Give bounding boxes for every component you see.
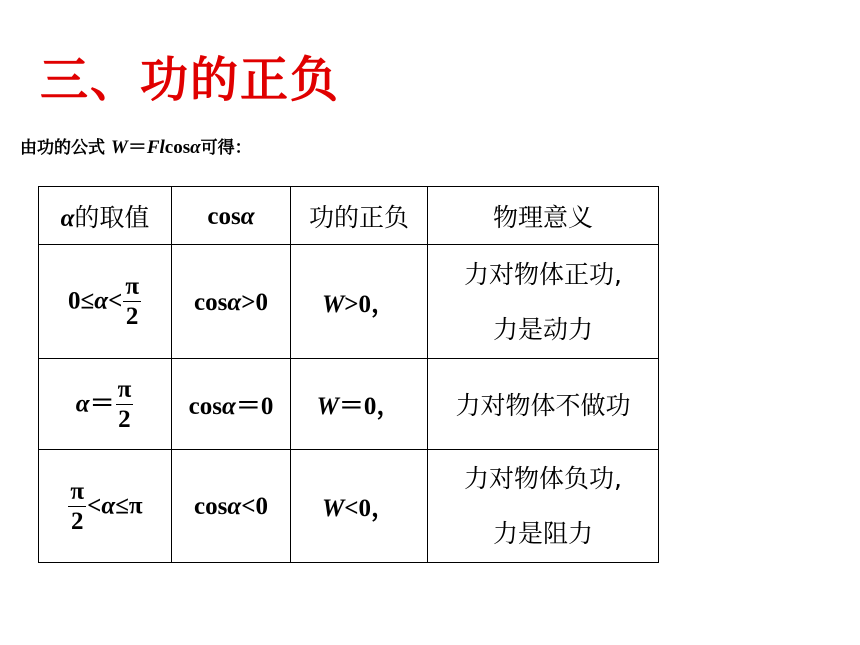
fraction-pi-over-2: $\frac{\pi}{2}$ <box>70 477 85 535</box>
cos-cell: cosα>0 <box>172 245 291 359</box>
table-header-row <box>39 187 659 245</box>
page-title: 三、功的正负 <box>40 52 341 108</box>
work-cell: W<0， <box>291 450 428 563</box>
fraction-pi-over-2: $\frac{\pi}{2}$ <box>117 375 132 433</box>
table-row <box>39 359 659 450</box>
intro-text <box>20 138 252 157</box>
work-cell: W＝0， <box>291 359 428 450</box>
header-physical-meaning: 物理意义 <box>428 187 659 245</box>
alpha-range-cell: $\frac{\pi}{2}$ <α≤π <box>39 450 172 563</box>
work-cell: W>0， <box>291 245 428 359</box>
meaning-cell: 力对物体负功, 力是阻力 <box>428 450 659 563</box>
alpha-range-cell: 0≤α< $\frac{\pi}{2}$ <box>39 245 172 359</box>
alpha-range-cell: α＝ $\frac{\pi}{2}$ <box>39 359 172 450</box>
table-row <box>39 245 659 359</box>
cos-cell: cosα<0 <box>172 450 291 563</box>
fraction-pi-over-2: $\frac{\pi}{2}$ <box>125 273 140 330</box>
cos-cell: cosα＝0 <box>172 359 291 450</box>
table-row <box>39 450 659 563</box>
meaning-cell: 力对物体不做功 <box>428 359 659 450</box>
intro-prefix: 由功的公式 <box>20 138 111 158</box>
header-cos: cosα <box>172 187 291 245</box>
work-formula: W＝Flcosα <box>110 137 201 158</box>
meaning-cell: 力对物体正功, 力是动力 <box>428 245 659 359</box>
header-work-sign: 功的正负 <box>291 187 428 245</box>
work-sign-table <box>38 186 659 563</box>
intro-suffix: 可得： <box>200 138 252 158</box>
header-alpha-value: α的取值 <box>39 187 172 245</box>
